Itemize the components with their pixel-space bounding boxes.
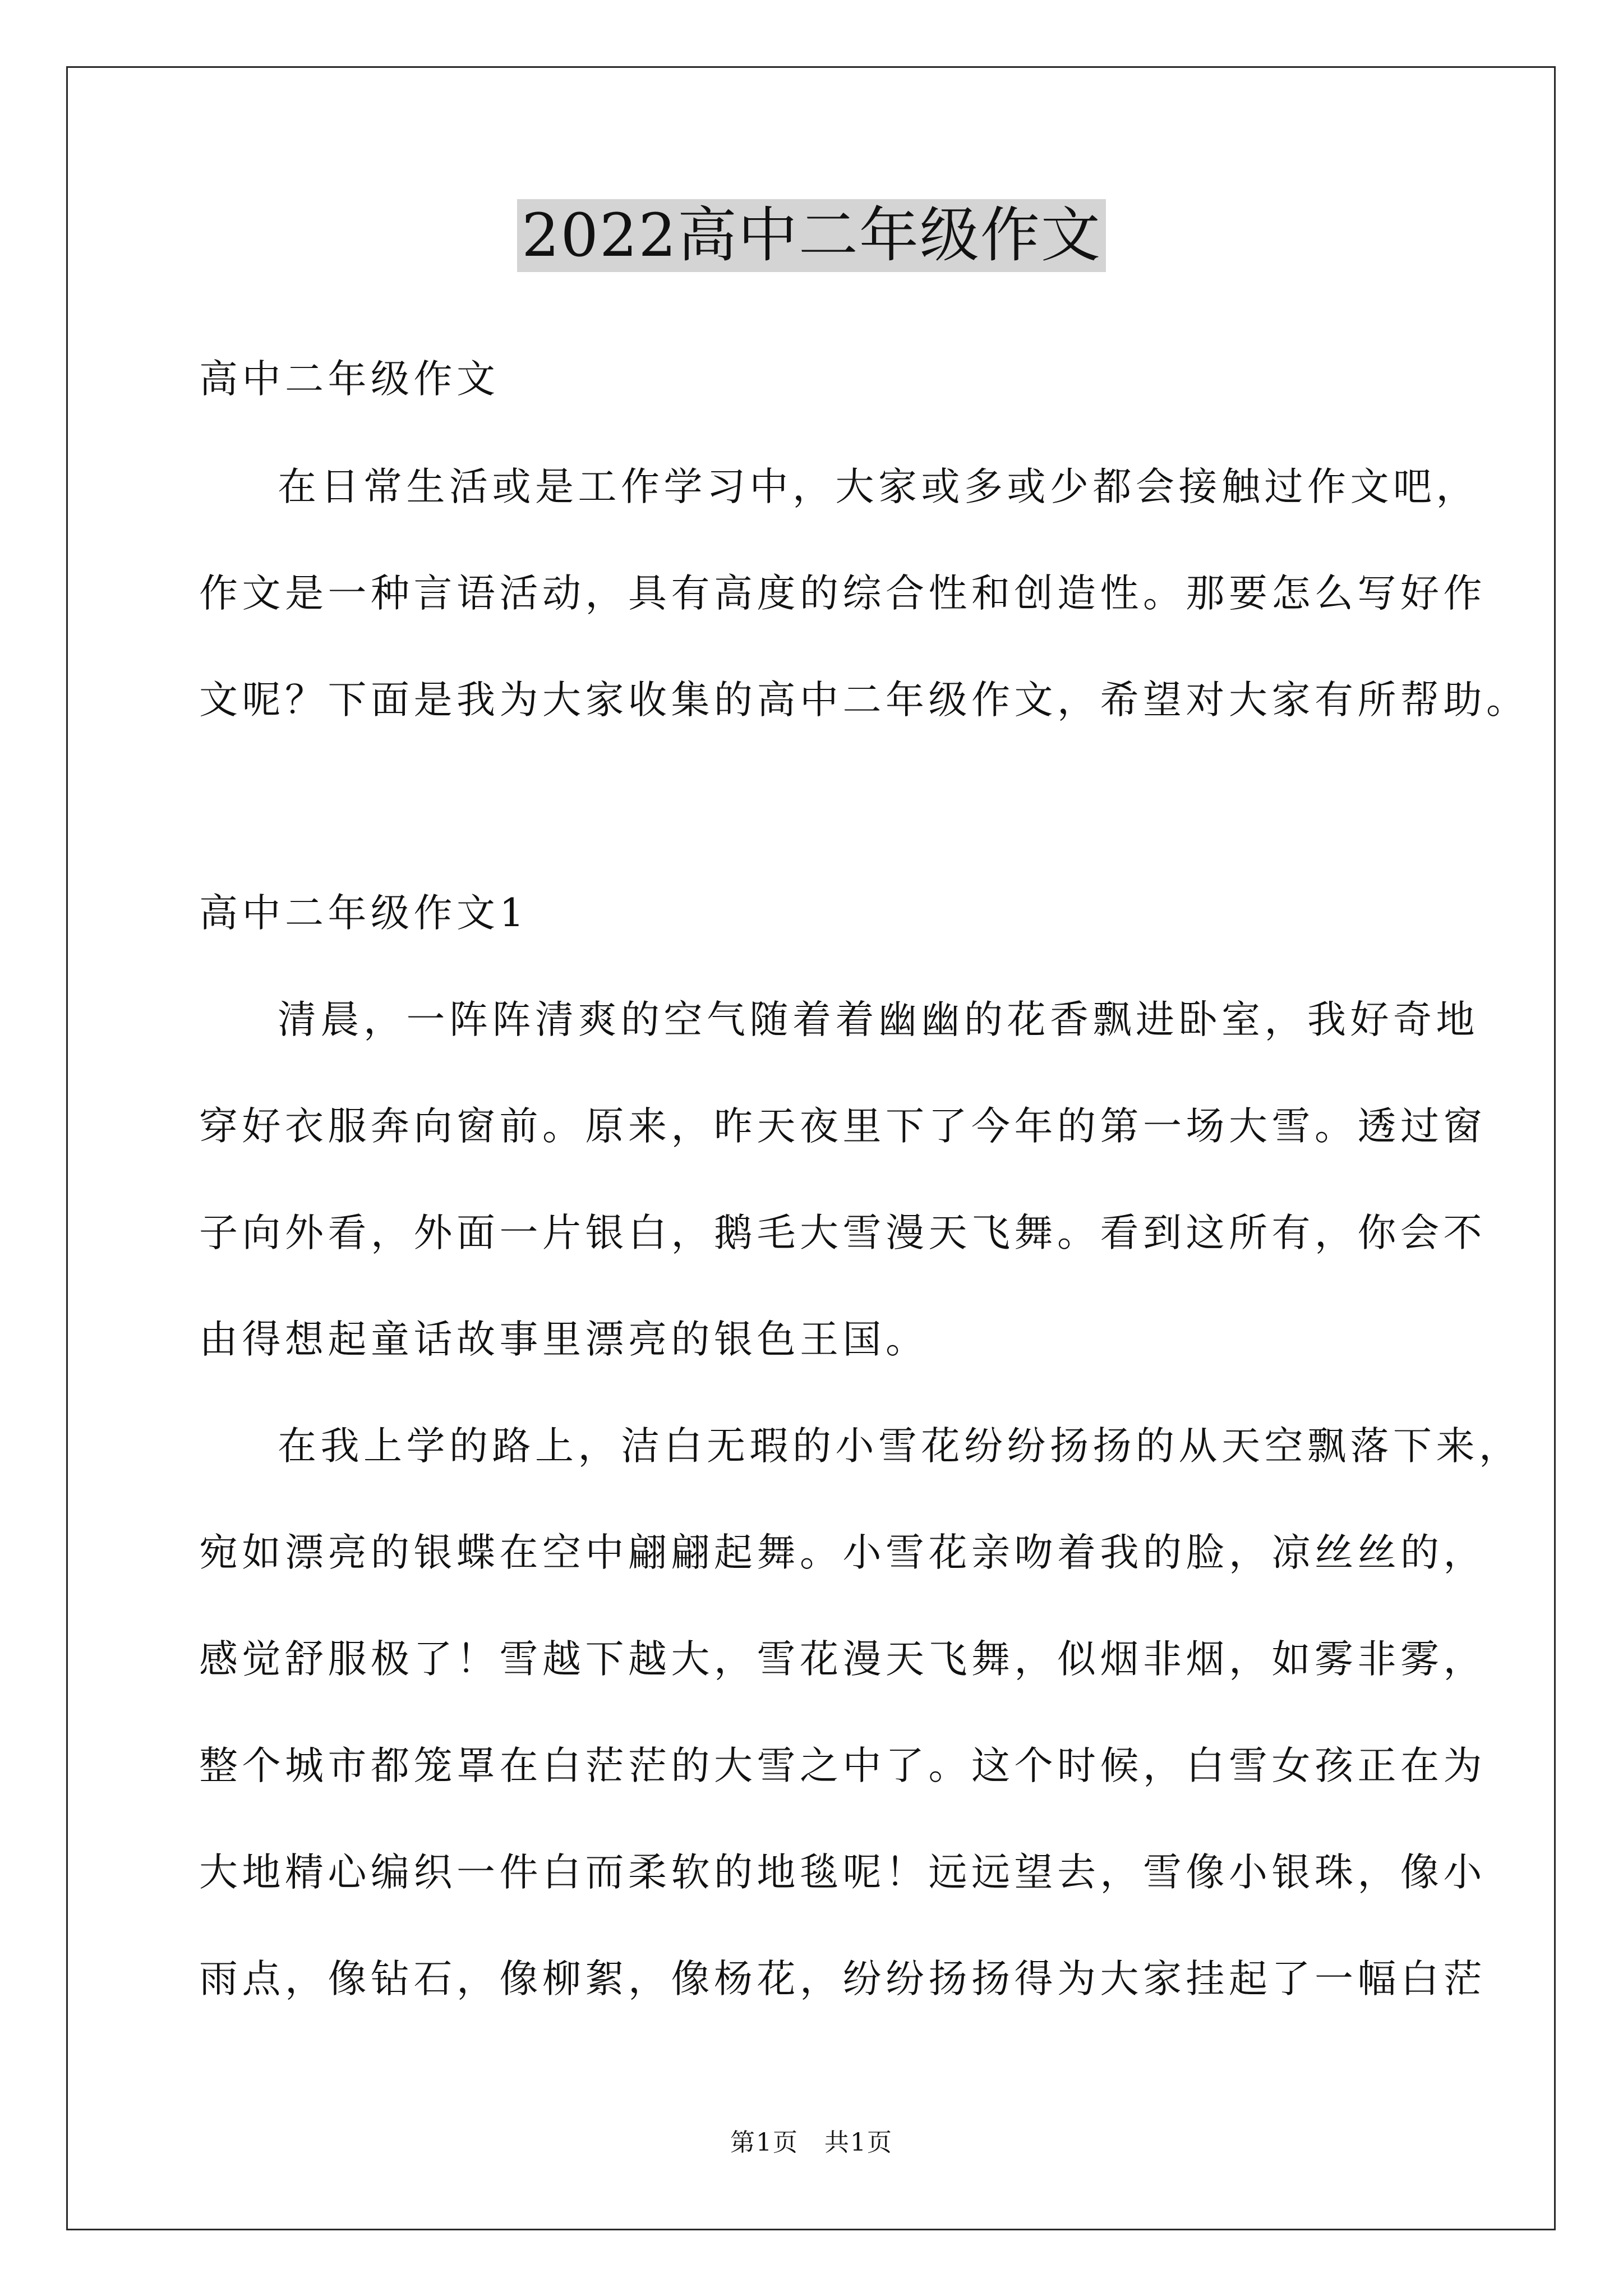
paragraph1-line-1: 清晨，一阵阵清爽的空气随着着幽幽的花香飘进卧室，我好奇地 — [278, 997, 1479, 1042]
document-title: 2022高中二年级作文 — [517, 199, 1106, 272]
intro-line-1: 在日常生活或是工作学习中，大家或多或少都会接触过作文吧， — [278, 464, 1479, 509]
paragraph1-line-2: 穿好衣服奔向窗前。原来，昨天夜里下了今年的第一场大雪。透过窗 — [199, 1104, 1486, 1149]
paragraph2-line-2: 宛如漂亮的银蝶在空中翩翩起舞。小雪花亲吻着我的脸，凉丝丝的， — [199, 1530, 1486, 1575]
document-heading: 高中二年级作文 — [199, 357, 500, 402]
intro-line-2: 作文是一种言语活动，具有高度的综合性和创造性。那要怎么写好作 — [199, 571, 1486, 616]
paragraph1-line-4: 由得想起童话故事里漂亮的银色王国。 — [199, 1317, 929, 1362]
paragraph1-line-3: 子向外看，外面一片银白，鹅毛大雪漫天飞舞。看到这所有，你会不 — [199, 1211, 1486, 1255]
intro-line-3: 文呢？下面是我为大家收集的高中二年级作文，希望对大家有所帮助。 — [199, 678, 1529, 723]
paragraph2-line-1: 在我上学的路上，洁白无瑕的小雪花纷纷扬扬的从天空飘落下来， — [278, 1424, 1522, 1469]
title-container — [0, 199, 1623, 272]
section-heading: 高中二年级作文1 — [199, 891, 528, 936]
paragraph2-line-4: 整个城市都笼罩在白茫茫的大雪之中了。这个时候，白雪女孩正在为 — [199, 1743, 1486, 1788]
paragraph2-line-6: 雨点，像钻石，像柳絮，像杨花，纷纷扬扬得为大家挂起了一幅白茫 — [199, 1957, 1486, 2001]
paragraph2-line-3: 感觉舒服极了！雪越下越大，雪花漫天飞舞，似烟非烟，如雾非雾， — [199, 1637, 1486, 1682]
paragraph2-line-5: 大地精心编织一件白而柔软的地毯呢！远远望去，雪像小银珠，像小 — [199, 1850, 1486, 1895]
page-footer: 第1页 共1页 — [730, 2128, 893, 2157]
